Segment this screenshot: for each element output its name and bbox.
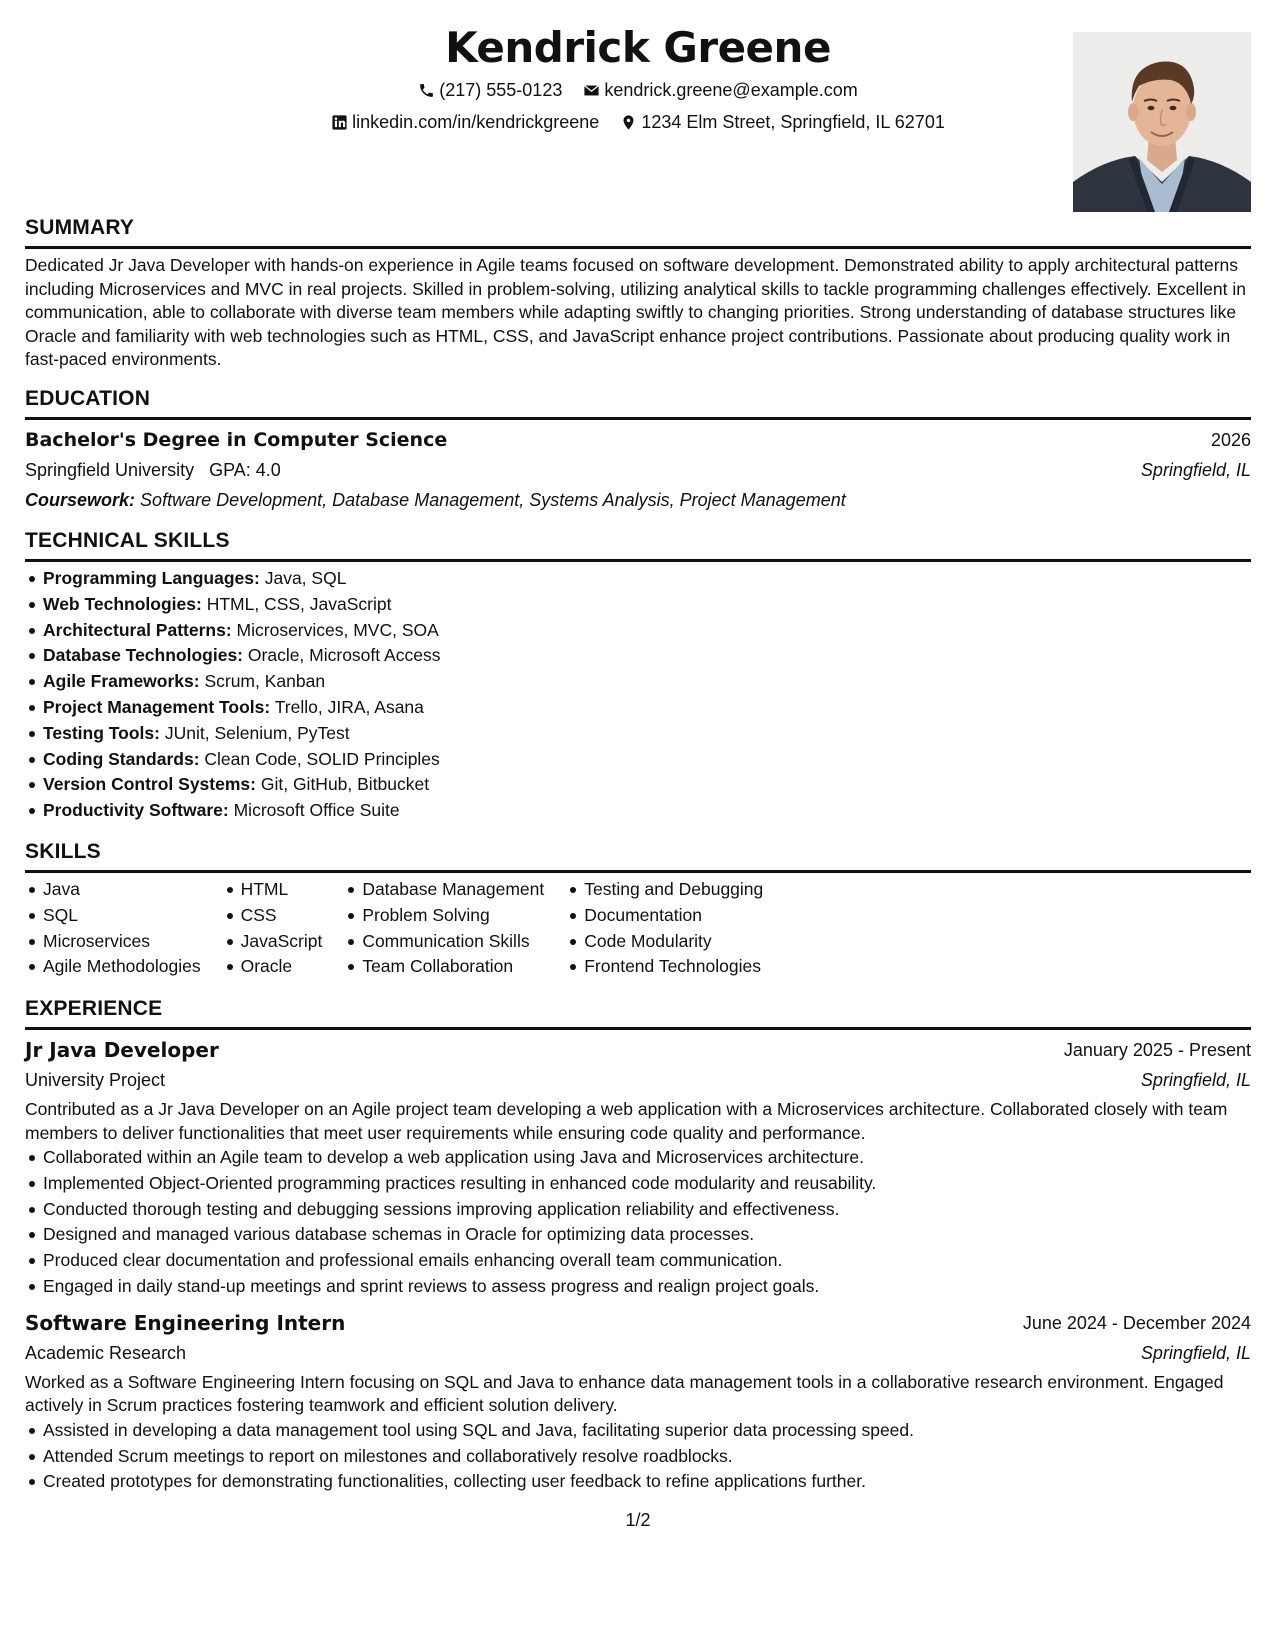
job-dates: January 2025 - Present — [1063, 1040, 1251, 1060]
list-item — [43, 566, 1251, 592]
list-item: Problem Solving — [362, 903, 544, 929]
contact-row-primary — [25, 78, 1251, 105]
job-role: Software Engineering Intern — [25, 1310, 346, 1335]
list-item: Agile Methodologies — [43, 954, 201, 980]
skill-category-label: Version Control Systems: — [43, 774, 256, 795]
email-text: kendrick.greene@example.com — [604, 80, 858, 100]
list-item — [43, 772, 1251, 798]
skills-column — [344, 877, 544, 980]
skill-category-label: Architectural Patterns: — [43, 619, 232, 640]
skill-category-value: HTML, CSS, JavaScript — [206, 593, 392, 614]
job-title-row — [25, 1035, 1251, 1065]
phone-icon — [418, 82, 435, 99]
list-item: Java — [43, 877, 201, 903]
list-item: Team Collaboration — [362, 954, 544, 980]
skill-category-value: Scrum, Kanban — [204, 671, 326, 692]
list-item: HTML — [241, 877, 323, 903]
skills-grid — [25, 877, 1251, 980]
page-number: 1/2 — [625, 1510, 651, 1530]
resume-page — [25, 0, 1251, 1650]
technical-skills-heading: TECHNICAL SKILLS — [25, 527, 1251, 562]
contact-row-secondary — [25, 110, 1251, 137]
skill-category-label: Database Technologies: — [43, 645, 244, 666]
gpa: GPA: 4.0 — [209, 460, 281, 480]
list-item — [43, 669, 1251, 695]
list-item — [43, 721, 1251, 747]
experience-section — [25, 995, 1251, 1495]
job-organization: Academic Research — [25, 1342, 187, 1363]
school-line — [25, 455, 281, 485]
list-item: Oracle — [241, 954, 323, 980]
job-bullets — [25, 1418, 1251, 1495]
list-item: Created prototypes for demonstrating functionalities, collecting user feedback to refine applications further. — [43, 1469, 1251, 1495]
skill-category-value: JUnit, Selenium, PyTest — [164, 722, 350, 743]
skill-category-label: Coding Standards: — [43, 748, 200, 769]
skill-category-label: Testing Tools: — [43, 722, 160, 743]
coursework-list: Software Development, Database Management, Systems Analysis, Project Management — [140, 490, 846, 510]
job-location: Springfield, IL — [1140, 1342, 1251, 1363]
skill-category-label: Project Management Tools: — [43, 696, 271, 717]
list-item: Produced clear documentation and professional emails enhancing overall team communication. — [43, 1248, 1251, 1274]
envelope-icon — [583, 82, 600, 99]
phone-text: (217) 555-0123 — [439, 80, 563, 100]
education-degree-row — [25, 425, 1251, 455]
school-name: Springfield University — [25, 460, 195, 480]
summary-heading: SUMMARY — [25, 214, 1251, 249]
contact-phone[interactable] — [418, 78, 562, 102]
skills-column — [25, 877, 201, 980]
skill-category-value: Microsoft Office Suite — [233, 800, 400, 821]
technical-skills-list — [25, 566, 1251, 824]
list-item: Testing and Debugging — [584, 877, 763, 903]
graduation-year: 2026 — [1210, 430, 1251, 450]
coursework-row — [25, 485, 1251, 515]
list-item: CSS — [241, 903, 323, 929]
skill-category-value: Clean Code, SOLID Principles — [204, 748, 440, 769]
resume-header — [25, 22, 1251, 212]
skill-category-value: Microservices, MVC, SOA — [236, 619, 439, 640]
map-pin-icon — [620, 114, 637, 131]
coursework-label: Coursework: — [25, 490, 136, 510]
contact-address — [620, 110, 945, 134]
skill-category-label: Programming Languages: — [43, 568, 260, 588]
list-item — [43, 695, 1251, 721]
list-item: Frontend Technologies — [584, 954, 763, 980]
profile-photo — [1073, 32, 1251, 212]
job-description: Contributed as a Jr Java Developer on an Agile project team developing a web application with a Microservices architecture. Collaborated closely with team members to deliver functionalities that meet user requirements while ensuring code quality and performance. — [25, 1099, 1228, 1143]
skill-category-value: Trello, JIRA, Asana — [274, 696, 424, 717]
coursework-line — [25, 485, 846, 515]
list-item — [43, 747, 1251, 773]
linkedin-text: linkedin.com/in/kendrickgreene — [352, 112, 600, 132]
job-location: Springfield, IL — [1140, 1070, 1251, 1090]
list-item: JavaScript — [241, 929, 323, 955]
school-location: Springfield, IL — [1140, 460, 1251, 480]
skills-heading: SKILLS — [25, 838, 1251, 873]
skill-category-value: Oracle, Microsoft Access — [247, 645, 441, 666]
skill-category-value: Git, GitHub, Bitbucket — [260, 774, 430, 795]
list-item — [43, 798, 1251, 824]
linkedin-icon — [331, 114, 348, 131]
education-heading: EDUCATION — [25, 385, 1251, 420]
education-section — [25, 385, 1251, 515]
list-item: Conducted thorough testing and debugging sessions improving application reliability and effectiveness. — [43, 1197, 1251, 1223]
list-item: Engaged in daily stand-up meetings and sprint reviews to assess progress and realign project goals. — [43, 1274, 1251, 1300]
summary-text: Dedicated Jr Java Developer with hands-on experience in Agile teams focused on software development. Demonstrated ability to apply architectural patterns including Microservices and MVC in real projects. Skilled in problem-solving, utilizing analytical skills to tackle programming challenges effectively. Excellent in communication, able to collaborate with diverse team members while adapting swiftly to changing priorities. Strong understanding of database structures like Oracle and familiarity with web technologies such as HTML, CSS, and JavaScript enhance project contributions. Passionate about producing quality work in fast-paced environments. — [25, 255, 1246, 369]
experience-entry — [25, 1035, 1251, 1300]
candidate-name: Kendrick Greene — [445, 23, 831, 72]
job-title-row — [25, 1308, 1251, 1338]
list-item: Implemented Object-Oriented programming practices resulting in enhanced code modularity and reusability. — [43, 1171, 1251, 1197]
list-item: Code Modularity — [584, 929, 763, 955]
list-item: Collaborated within an Agile team to develop a web application using Java and Microservices architecture. — [43, 1145, 1251, 1171]
job-org-row — [25, 1338, 1251, 1368]
list-item: Documentation — [584, 903, 763, 929]
experience-heading: EXPERIENCE — [25, 995, 1251, 1030]
technical-skills-section — [25, 527, 1251, 824]
skill-category-value: Java, SQL — [264, 568, 347, 588]
skills-section — [25, 838, 1251, 980]
skill-category-label: Web Technologies: — [43, 593, 202, 614]
list-item: Attended Scrum meetings to report on milestones and collaboratively resolve roadblocks. — [43, 1444, 1251, 1470]
contact-email[interactable] — [583, 78, 857, 102]
list-item — [43, 643, 1251, 669]
job-role: Jr Java Developer — [25, 1038, 219, 1062]
education-school-row — [25, 455, 1251, 485]
address-text: 1234 Elm Street, Springfield, IL 62701 — [641, 112, 945, 132]
portrait-avatar-icon — [1073, 32, 1251, 212]
summary-section — [25, 214, 1251, 372]
list-item: Designed and managed various database schemas in Oracle for optimizing data processes. — [43, 1222, 1251, 1248]
list-item — [43, 592, 1251, 618]
contact-linkedin[interactable] — [331, 110, 599, 134]
skill-category-label: Productivity Software: — [43, 800, 229, 821]
experience-entry — [25, 1308, 1251, 1495]
list-item — [43, 618, 1251, 644]
list-item: Communication Skills — [362, 929, 544, 955]
job-org-row — [25, 1065, 1251, 1095]
job-dates: June 2024 - December 2024 — [1022, 1312, 1251, 1333]
skills-column — [223, 877, 323, 980]
job-description: Worked as a Software Engineering Intern focusing on SQL and Java to enhance data management tools in a collaborative research environment. Engaged actively in Scrum practices fostering teamwork and efficient solution delivery. — [25, 1371, 1224, 1416]
list-item: Microservices — [43, 929, 201, 955]
list-item: Database Management — [362, 877, 544, 903]
skill-category-label: Agile Frameworks: — [43, 671, 200, 692]
job-bullets — [25, 1145, 1251, 1300]
list-item: Assisted in developing a data management tool using SQL and Java, facilitating superior data processing speed. — [43, 1418, 1251, 1444]
job-organization: University Project — [25, 1070, 166, 1090]
skills-column — [566, 877, 763, 980]
degree-title: Bachelor's Degree in Computer Science — [25, 429, 448, 451]
list-item: SQL — [43, 903, 201, 929]
